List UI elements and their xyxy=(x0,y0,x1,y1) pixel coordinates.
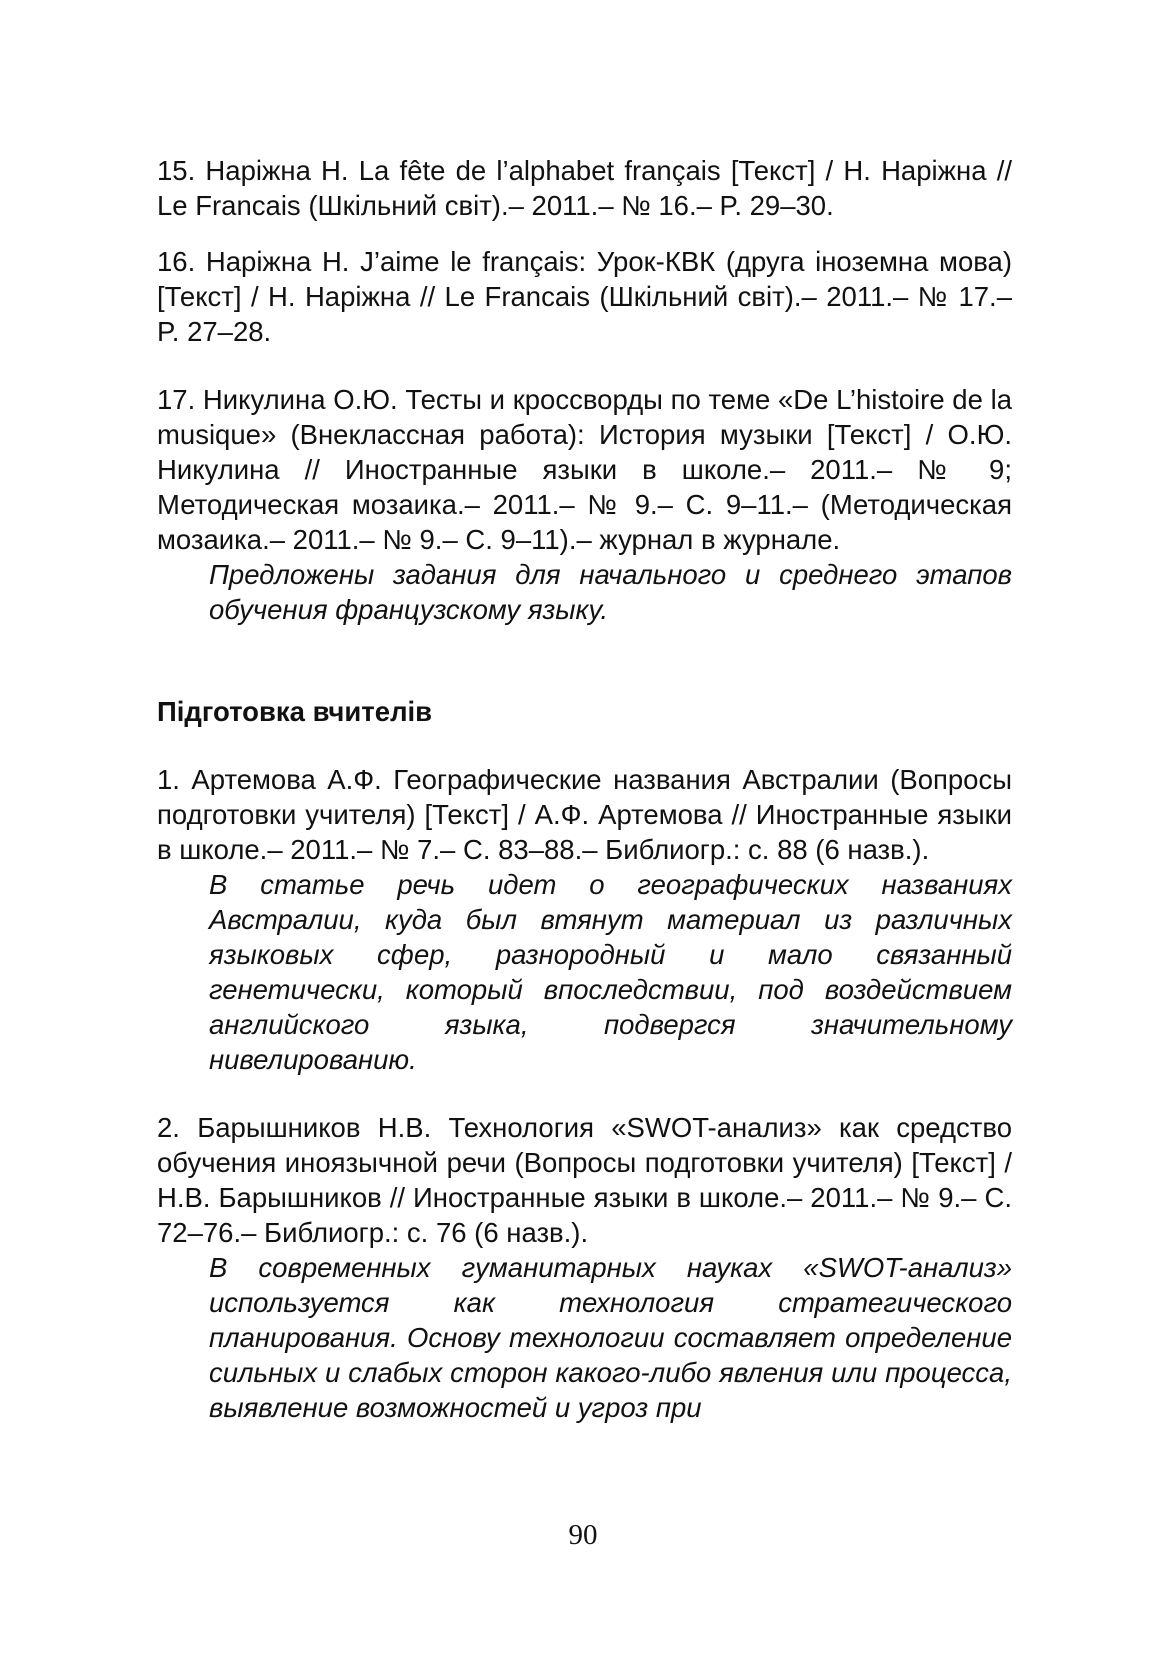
bibliography-entry-teachers-2: 2. Барышников Н.В. Технология «SWOT-анализ» как средство обучения иноязычной речи (Вопросы подготовки учителя) [Текст] / Н.В. Барышников // Иностранные языки в школе.– 2011.– № 9.– С. 72–76.– Библиогр.: с. 76 (6 назв.). xyxy=(157,1112,1012,1248)
annotation-teachers-1: В статье речь идет о географических названиях Австралии, куда был втянут материал из различных языковых сфер, разнородный и мало связанный генетически, который впоследствии, под воздействием английского языка, подвергся значительному нивелированию. xyxy=(209,869,1012,1075)
annotation-teachers-2: В современных гуманитарных науках «SWOT-анализ» используется как технология стратегического планирования. Основу технологии составляет определение сильных и слабых сторон какого-либо явления или процесса, выявление возможностей и угроз при xyxy=(209,1252,1012,1423)
annotation-entry-17: Предложены задания для начального и среднего этапов обучения французскому языку. xyxy=(209,559,1012,625)
bibliography-entry-16: 16. Наріжна Н. J’aime le français: Урок-КВК (друга іноземна мова) [Текст] / Н. Наріжна // Le Francais (Шкільний світ).– 2011.– № 17.– P. 27–28. xyxy=(157,246,1012,347)
page-number: 90 xyxy=(568,1519,598,1551)
bibliography-entry-teachers-1: 1. Артемова А.Ф. Географические названия Австралии (Вопросы подготовки учителя) [Текст] / А.Ф. Артемова // Иностранные языки в школе.– 2011.– № 7.– С. 83–88.– Библиогр.: с. 88 (6 назв.). xyxy=(157,764,1012,865)
bibliography-entry-15: 15. Наріжна Н. La fête de l’alphabet français [Текст] / Н. Наріжна // Le Francais (Шкільний світ).– 2011.– № 16.– P. 29–30. xyxy=(157,155,1012,221)
section-heading-teachers: Підготовка вчителів xyxy=(157,696,433,727)
bibliography-entry-17: 17. Никулина О.Ю. Тесты и кроссворды по теме «De L’histoire de la musique» (Внеклассная работа): История музыки [Текст] / О.Ю. Никулина // Иностранные языки в школе.– 2011.– № 9; Методическая мозаика.– 2011.– № 9.– С. 9–11.– (Методическая мозаика.– 2011.– № 9.– С. 9–11).– журнал в журнале. xyxy=(157,384,1012,555)
page-content xyxy=(157,153,1012,1425)
